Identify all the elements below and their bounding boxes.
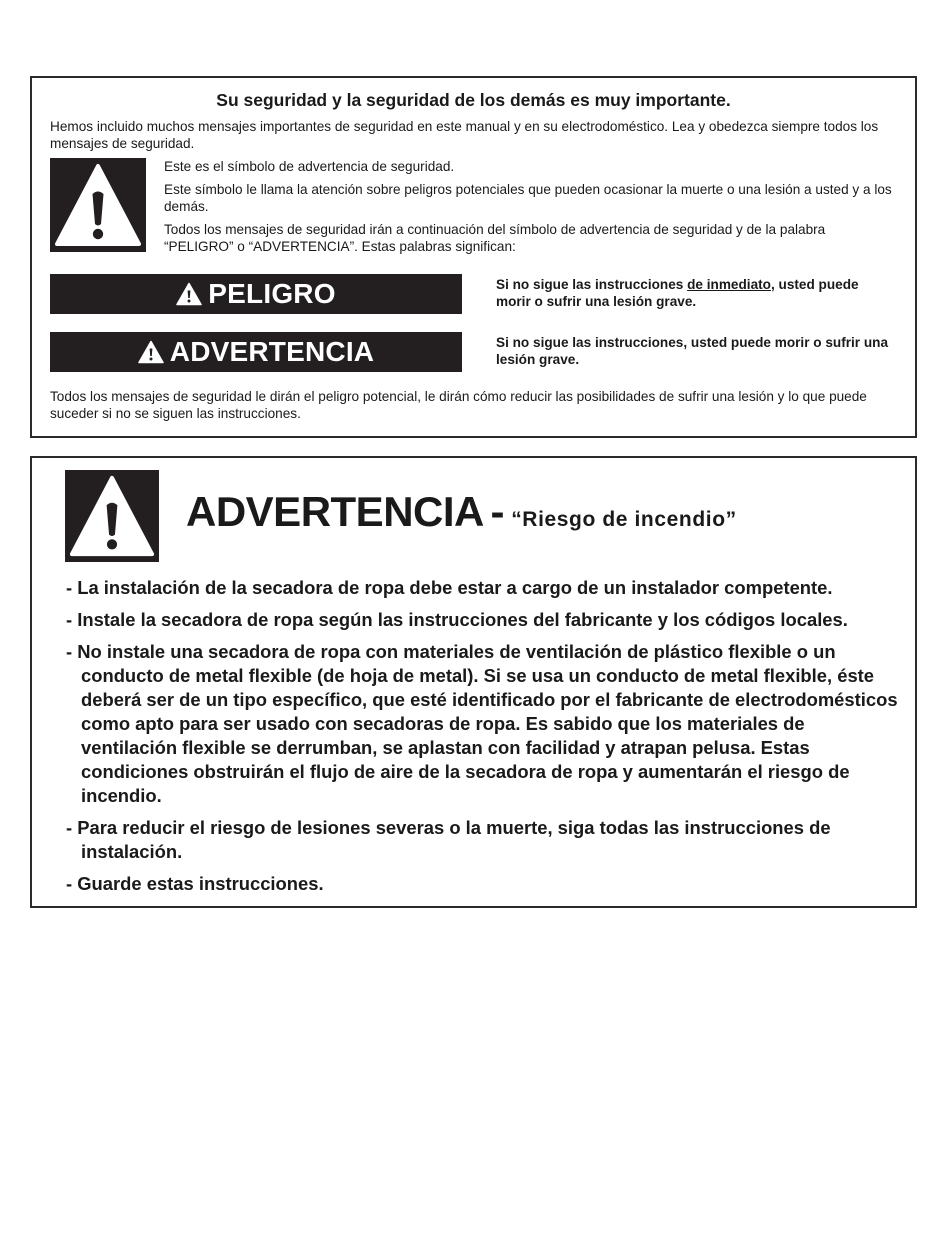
alert-triangle-icon bbox=[138, 340, 164, 364]
advertencia-description: Si no sigue las instrucciones, usted puede morir o sufrir una lesión grave. bbox=[496, 335, 889, 367]
symbol-text-line: Este es el símbolo de advertencia de seguridad. bbox=[164, 159, 455, 174]
symbol-text-line: Este símbolo le llama la atención sobre peligros potenciales que pueden ocasionar la muerte o una lesión a usted y a los demás. bbox=[164, 182, 892, 214]
safety-info-box bbox=[30, 76, 917, 438]
list-item: - La instalación de la secadora de ropa debe estar a cargo de un instalador competente. bbox=[66, 577, 833, 598]
peligro-description: Si no sigue las instrucciones de inmediato, usted puede morir o sufrir una lesión grave. bbox=[496, 277, 859, 309]
list-item: - Para reducir el riesgo de lesiones severas o la muerte, siga todas las instrucciones de instalación. bbox=[66, 817, 831, 862]
fire-warning-list bbox=[66, 576, 905, 904]
alert-triangle-icon bbox=[176, 282, 202, 306]
advertencia-label: ADVERTENCIA bbox=[169, 336, 375, 367]
warning-word: ADVERTENCIA bbox=[186, 488, 484, 535]
fire-warning-box bbox=[30, 456, 917, 908]
fire-warning-heading bbox=[186, 488, 737, 536]
symbol-text-line: Todos los mensajes de seguridad irán a continuación del símbolo de advertencia de seguridad y de la palabra “PELIGRO” o “ADVERTENCIA”. Estas palabras significan: bbox=[164, 222, 826, 254]
safety-symbol-text bbox=[164, 158, 897, 261]
warning-triangle-icon bbox=[64, 470, 160, 562]
fire-hazard-subheading: “Riesgo de incendio” bbox=[511, 508, 737, 531]
safety-title: Su seguridad y la seguridad de los demás es muy importante. bbox=[216, 90, 731, 110]
peligro-label: PELIGRO bbox=[208, 278, 336, 309]
underlined-text: de inmediato bbox=[687, 277, 771, 292]
warning-triangle-icon bbox=[50, 158, 146, 252]
list-item: - No instale una secadora de ropa con materiales de ventilación de plástico flexible o un conducto de metal flexible (de hoja de metal). Si se usa un conducto de metal flexible, éste deberá ser de un tipo específico, que esté identificado por el fabricante de electrodomésticos como apto para ser usado con secadoras de ropa. Es sabido que los materiales de ventilación flexible se derrumban, se aplastan con facilidad y atrapan pelusa. Estas condiciones obstruirán el flujo de aire de la secadora de ropa y aumentarán el riesgo de incendio. bbox=[66, 641, 898, 806]
list-item: - Instale la secadora de ropa según las instrucciones del fabricante y los códigos locales. bbox=[66, 609, 848, 630]
list-item: - Guarde estas instrucciones. bbox=[66, 873, 324, 894]
safety-intro: Hemos incluido muchos mensajes importantes de seguridad en este manual y en su electrodoméstico. Lea y obedezca siempre todos los mensajes de seguridad. bbox=[50, 119, 879, 151]
safety-footer: Todos los mensajes de seguridad le dirán el peligro potencial, le dirán cómo reducir las posibilidades de sufrir una lesión y lo que puede suceder si no se siguen las instrucciones. bbox=[50, 389, 867, 421]
peligro-signal-bar bbox=[50, 274, 462, 314]
heading-dash: - bbox=[490, 488, 505, 535]
advertencia-signal-bar bbox=[50, 332, 462, 372]
